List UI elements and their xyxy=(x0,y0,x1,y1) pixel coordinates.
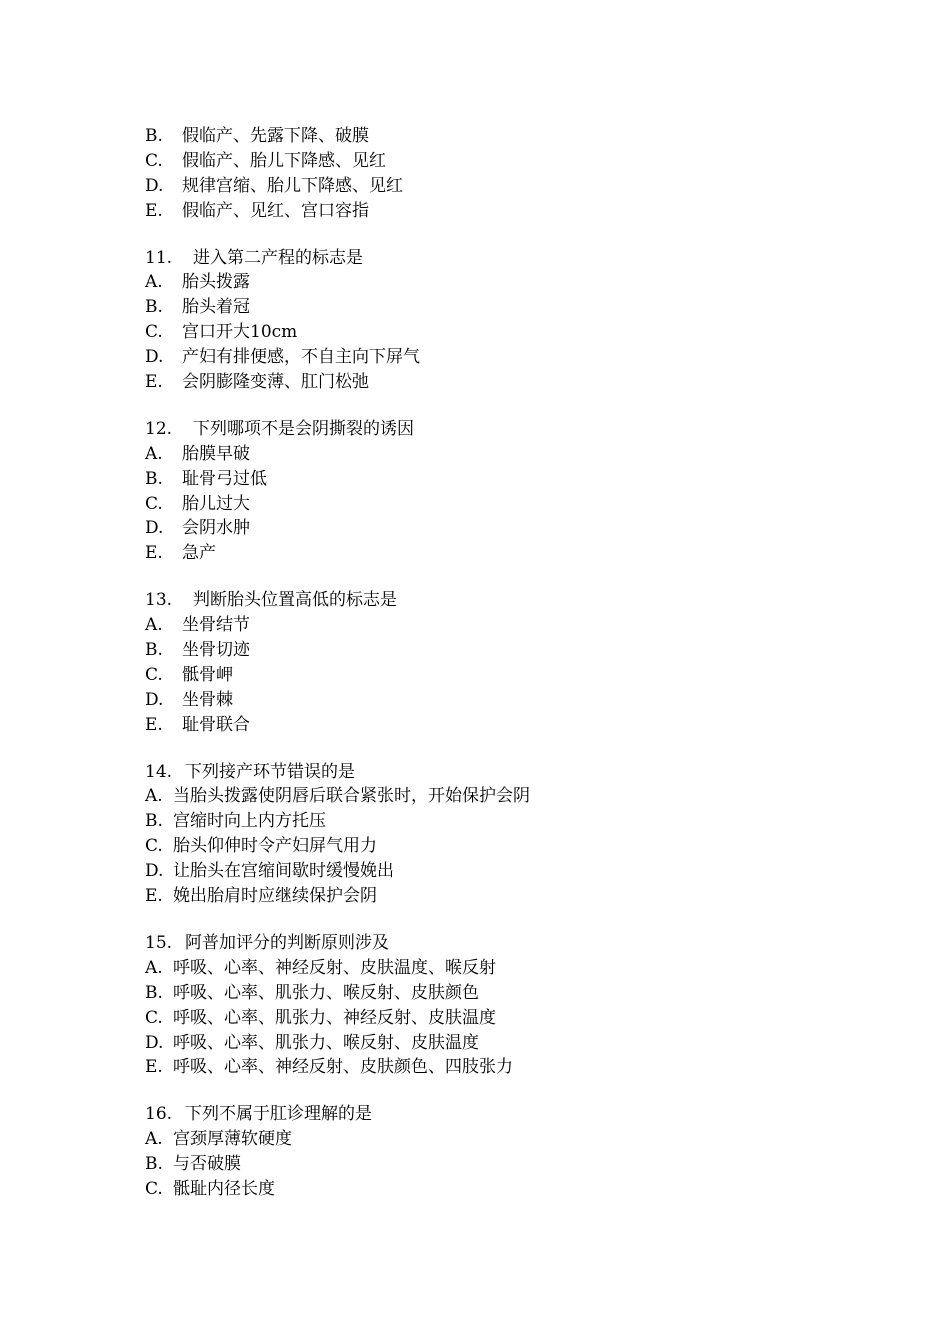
option-letter: A. xyxy=(145,443,163,464)
option-letter: C. xyxy=(145,322,163,343)
option-text: 假临产、先露下降、破膜 xyxy=(182,126,369,146)
answer-option xyxy=(145,663,905,688)
answer-option xyxy=(145,1031,905,1056)
answer-option xyxy=(145,320,905,345)
option-letter: E. xyxy=(145,886,163,907)
answer-option xyxy=(145,834,905,859)
option-letter: E. xyxy=(145,1057,163,1078)
question-block xyxy=(145,417,905,566)
question-block xyxy=(145,588,905,737)
block-spacer xyxy=(145,909,905,931)
answer-option xyxy=(145,295,905,320)
answer-option xyxy=(145,859,905,884)
option-text: 骶耻内径长度 xyxy=(173,1178,275,1199)
option-text: 胎儿过大 xyxy=(182,493,250,514)
question-title xyxy=(145,760,905,785)
answer-option xyxy=(145,467,905,492)
question-block xyxy=(145,124,905,224)
question-title xyxy=(145,1102,905,1127)
option-letter: D. xyxy=(145,175,164,196)
option-text: 规律宫缩、胎儿下降感、见红 xyxy=(182,175,403,196)
answer-option xyxy=(145,149,905,174)
answer-option xyxy=(145,784,905,809)
option-text: 会阴水肿 xyxy=(182,518,250,539)
answer-option xyxy=(145,1055,905,1080)
question-block xyxy=(145,246,905,395)
question-number: 11. xyxy=(145,247,173,268)
question-number: 16. xyxy=(145,1104,173,1125)
option-letter: E. xyxy=(145,372,163,393)
answer-option xyxy=(145,270,905,295)
answer-option xyxy=(145,638,905,663)
option-letter: D. xyxy=(145,347,164,368)
option-letter: A. xyxy=(145,786,163,807)
option-letter: A. xyxy=(145,272,163,293)
option-text: 呼吸、心率、神经反射、皮肤颜色、四肢张力 xyxy=(173,1057,513,1078)
option-text: 胎头仰伸时令产妇屏气用力 xyxy=(173,836,377,857)
option-text: 呼吸、心率、神经反射、皮肤温度、喉反射 xyxy=(173,957,496,978)
answer-option xyxy=(145,884,905,909)
answer-option xyxy=(145,492,905,517)
answer-option xyxy=(145,516,905,541)
answer-option xyxy=(145,1152,905,1177)
answer-option xyxy=(145,1127,905,1152)
answer-option xyxy=(145,1177,905,1202)
option-letter: C. xyxy=(145,1178,163,1199)
option-text: 耻骨弓过低 xyxy=(182,468,267,489)
option-text: 坐骨切迹 xyxy=(182,640,250,661)
option-letter: C. xyxy=(145,493,163,514)
question-text: 进入第二产程的标志是 xyxy=(193,247,363,268)
question-text: 判断胎头位置高低的标志是 xyxy=(193,590,397,611)
option-text: 急产 xyxy=(182,543,216,564)
option-text: 胎头拨露 xyxy=(182,272,250,293)
block-spacer xyxy=(145,1080,905,1102)
option-text: 呼吸、心率、肌张力、喉反射、皮肤温度 xyxy=(173,1032,479,1053)
option-letter: B. xyxy=(145,811,163,832)
option-text: 产妇有排便感，不自主向下屏气 xyxy=(182,347,420,368)
option-text: 宫颈厚薄软硬度 xyxy=(173,1129,292,1150)
option-letter: A. xyxy=(145,1129,163,1150)
question-text: 下列哪项不是会阴撕裂的诱因 xyxy=(193,418,414,439)
option-letter: B. xyxy=(145,640,163,661)
option-letter: C. xyxy=(145,836,163,857)
answer-option xyxy=(145,613,905,638)
block-spacer xyxy=(145,224,905,246)
answer-option xyxy=(145,541,905,566)
option-letter: E. xyxy=(145,543,163,564)
answer-option xyxy=(145,1006,905,1031)
option-text: 假临产、见红、宫口容指 xyxy=(182,200,369,221)
block-spacer xyxy=(145,738,905,760)
option-text: 当胎头拨露使阴唇后联合紧张时，开始保护会阴 xyxy=(173,786,530,807)
option-text: 耻骨联合 xyxy=(182,714,250,735)
option-text: 骶骨岬 xyxy=(182,664,233,685)
option-text: 坐骨结节 xyxy=(182,615,250,636)
answer-option xyxy=(145,688,905,713)
option-letter: D. xyxy=(145,518,164,539)
option-letter: B. xyxy=(145,297,163,318)
option-letter: C. xyxy=(145,1007,163,1028)
option-text: 呼吸、心率、肌张力、神经反射、皮肤温度 xyxy=(173,1007,496,1028)
answer-option xyxy=(145,345,905,370)
option-letter: D. xyxy=(145,689,164,710)
option-letter: D. xyxy=(145,861,164,882)
question-number: 12. xyxy=(145,418,173,439)
option-letter: B. xyxy=(145,982,163,1003)
option-letter: C. xyxy=(145,150,163,171)
block-spacer xyxy=(145,566,905,588)
answer-option xyxy=(145,442,905,467)
option-text: 宫口开大10cm xyxy=(182,322,298,343)
answer-option xyxy=(145,124,905,149)
option-text: 宫缩时向上内方托压 xyxy=(173,811,326,832)
option-letter: A. xyxy=(145,957,163,978)
question-text: 阿普加评分的判断原则涉及 xyxy=(185,932,389,953)
option-text: 呼吸、心率、肌张力、喉反射、皮肤颜色 xyxy=(173,982,479,1003)
question-block xyxy=(145,1102,905,1202)
option-letter: B. xyxy=(145,468,163,489)
question-block xyxy=(145,760,905,909)
question-number: 14. xyxy=(145,761,173,782)
answer-option xyxy=(145,981,905,1006)
question-text: 下列接产环节错误的是 xyxy=(185,761,355,782)
answer-option xyxy=(145,174,905,199)
option-letter: A. xyxy=(145,615,163,636)
answer-option xyxy=(145,199,905,224)
option-letter: E. xyxy=(145,714,163,735)
option-text: 假临产、胎儿下降感、见红 xyxy=(182,150,386,171)
answer-option xyxy=(145,713,905,738)
question-number: 15. xyxy=(145,932,173,953)
option-text: 让胎头在宫缩间歇时缓慢娩出 xyxy=(173,861,394,882)
question-title xyxy=(145,588,905,613)
exam-page xyxy=(145,124,905,1202)
option-letter: B. xyxy=(145,1154,163,1175)
question-number: 13. xyxy=(145,590,173,611)
option-letter: D. xyxy=(145,1032,164,1053)
option-text: 娩出胎肩时应继续保护会阴 xyxy=(173,886,377,907)
question-title xyxy=(145,246,905,271)
question-title xyxy=(145,417,905,442)
option-text: 胎膜早破 xyxy=(182,443,250,464)
answer-option xyxy=(145,956,905,981)
option-letter: B. xyxy=(145,126,163,146)
answer-option xyxy=(145,370,905,395)
option-letter: E. xyxy=(145,200,163,221)
option-letter: C. xyxy=(145,664,163,685)
question-text: 下列不属于肛诊理解的是 xyxy=(185,1104,372,1125)
option-text: 会阴膨隆变薄、肛门松弛 xyxy=(182,372,369,393)
option-text: 与否破膜 xyxy=(173,1154,241,1175)
question-block xyxy=(145,931,905,1080)
block-spacer xyxy=(145,395,905,417)
question-title xyxy=(145,931,905,956)
answer-option xyxy=(145,809,905,834)
option-text: 胎头着冠 xyxy=(182,297,250,318)
option-text: 坐骨棘 xyxy=(182,689,233,710)
